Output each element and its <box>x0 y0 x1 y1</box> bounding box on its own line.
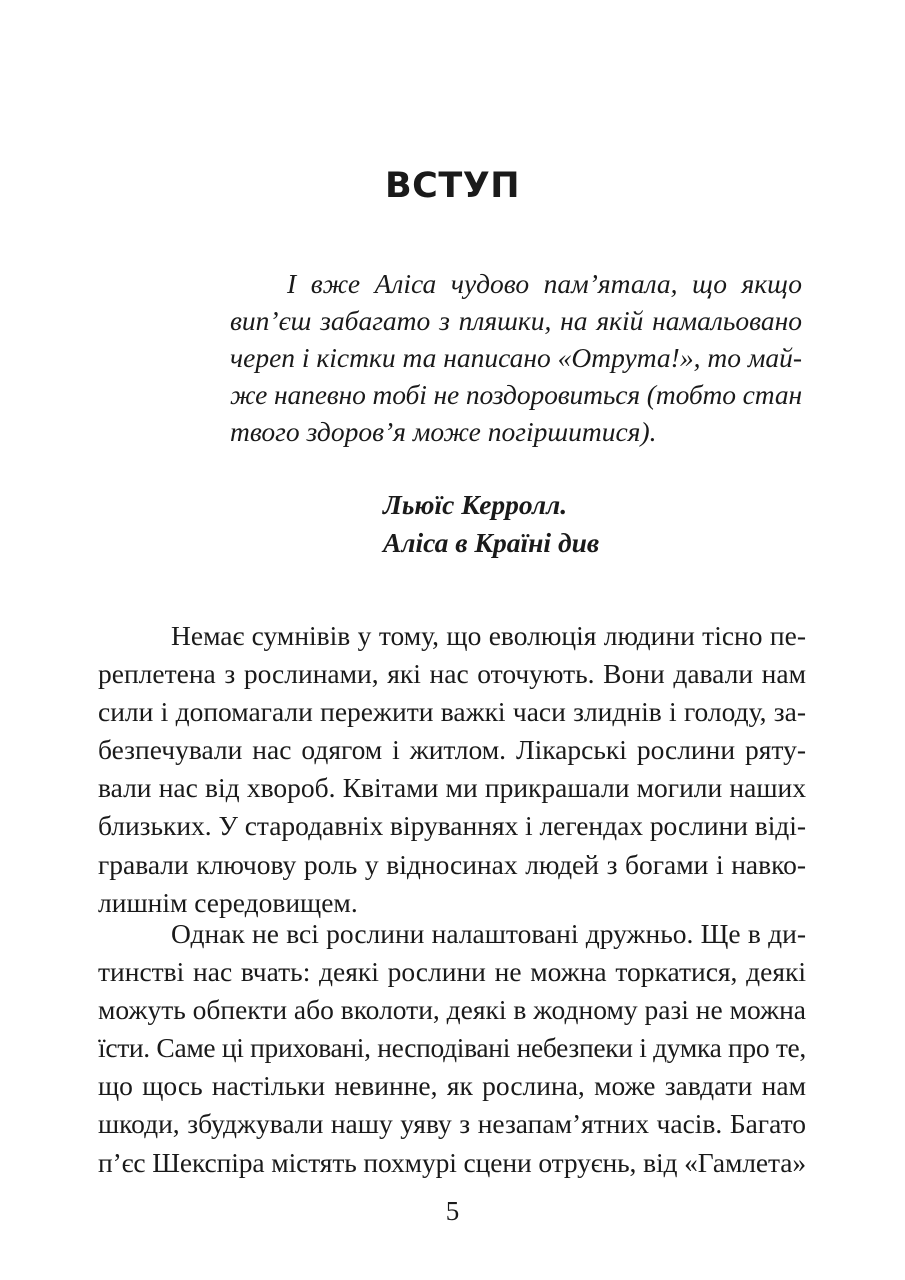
paragraph-2 <box>98 915 806 1182</box>
text-line: гравали ключову роль у відносинах людей з богами і навко- <box>98 848 806 880</box>
text-line: реплетена з рослинами, які нас оточують. Вони давали нам <box>98 658 806 690</box>
attribution-work: Аліса в Країні див <box>383 527 600 558</box>
attribution-author: Льюїс Керролл. <box>383 489 568 520</box>
text-line: що щось настільки невинне, як рослина, може завдати нам <box>98 1070 806 1102</box>
epigraph-line: І вже Аліса чудово пам’ятала, що якщо <box>287 268 802 299</box>
text-line: можуть обпекти або вколоти, деякі в жодному разі не можна <box>98 994 806 1026</box>
page-number: 5 <box>445 1196 460 1226</box>
epigraph-line: вип’єш забагато з пляшки, на якій намальовано <box>230 305 802 336</box>
text-line: п’єс Шекспіра містять похмурі сцени отруєнь, від «Гамлета» <box>98 1146 806 1178</box>
text-line: лишнім середовищем. <box>98 886 358 918</box>
text-line: шкоди, збуджували нашу уяву з незапам’ятних часів. Багато <box>98 1108 806 1140</box>
text-line: їсти. Саме ці приховані, несподівані небезпеки і думка про те, <box>98 1032 806 1064</box>
text-line: Однак не всі рослини налаштовані дружньо. Ще в ди- <box>171 918 806 949</box>
text-line: близьких. У стародавніх віруваннях і легендах рослини віді- <box>98 810 807 842</box>
text-line: Немає сумнівів у тому, що еволюція людини тісно пе- <box>171 620 806 651</box>
epigraph-attribution <box>383 486 803 562</box>
epigraph-line: череп і кістки та написано «Отрута!», то май- <box>230 342 803 373</box>
text-line: безпечували нас одягом і житлом. Лікарські рослини ряту- <box>98 734 806 766</box>
chapter-heading: ВСТУП <box>384 166 520 206</box>
epigraph <box>230 265 802 450</box>
paragraph-1 <box>98 617 806 922</box>
text-line: сили і допомагали пережити важкі часи злиднів і голоду, за- <box>98 696 806 728</box>
epigraph-line: твого здоров’я може погіршитися). <box>230 416 657 447</box>
text-line: вали нас від хвороб. Квітами ми прикрашали могили наших <box>98 772 806 804</box>
epigraph-line: же напевно тобі не поздоровиться (тобто стан <box>230 379 802 410</box>
text-line: тинстві нас вчать: деякі рослини не можна торкатися, деякі <box>98 956 806 988</box>
